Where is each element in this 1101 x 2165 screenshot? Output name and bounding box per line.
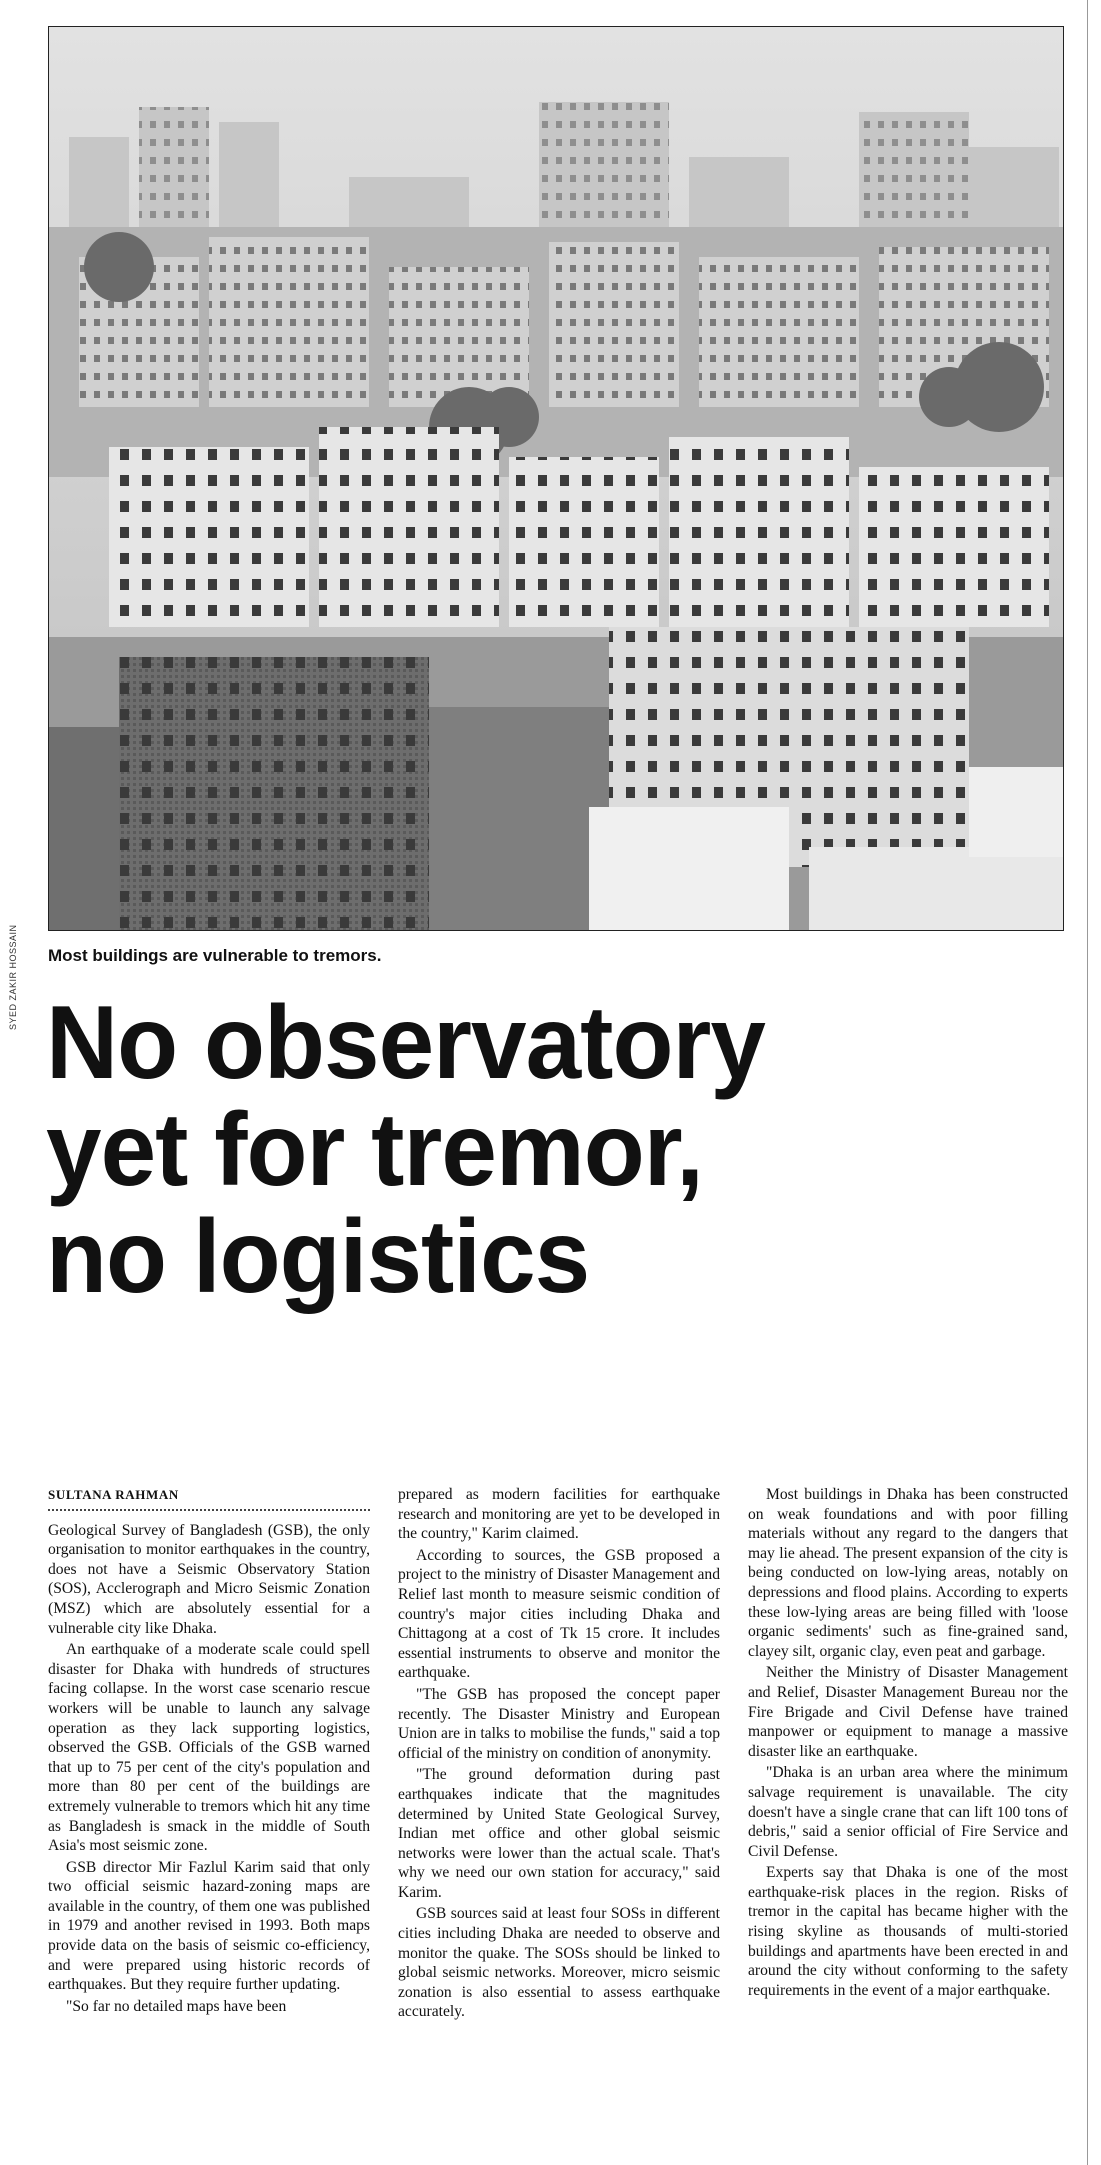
byline-divider (48, 1509, 370, 1511)
paragraph: Geological Survey of Bangladesh (GSB), the only organisation to monitor earthquakes in the country, does not have a Seismic Observatory Station (SOS), Acclerograph and Micro Seismic Zonation (MSZ) which are absolutely essential for a vulnerable city like Dhaka. (48, 1521, 370, 1637)
paragraph: Most buildings in Dhaka has been constructed on weak foundations and with poor filling materials without any regard to the dangers that may lie ahead. The present expansion of the city is being conducted on low-lying areas, notably on depressions and flood plains. According to experts these low-lying areas are being filled with 'loose organic sediments' such as fine-grained sand, clayey silt, organic clay, even peat and garbage. (748, 1486, 1068, 1660)
paragraph: According to sources, the GSB proposed a project to the ministry of Disaster Management and Relief last month to measure seismic condition of country's major cities including Dhaka and Chittagong at a cost of Tk 15 crore. It includes essential instruments to observe and monitor the earthquake. (398, 1546, 720, 1682)
byline: SULTANA RAHMAN (48, 1487, 179, 1502)
paragraph: Neither the Ministry of Disaster Management and Relief, Disaster Management Bureau nor the Fire Brigade and Civil Defense have trained manpower or equipment to manage a massive disaster like an earthquake. (748, 1664, 1068, 1760)
headline-line-2: yet for tremor, (46, 1092, 703, 1208)
paragraph: GSB director Mir Fazlul Karim said that only two official seismic hazard-zoning maps are available in the country, of them one was published in 1979 and another revised in 1993. Both maps provide data on the basis of seismic co-efficiency, and were prepared using historic records of earthquakes. But they require further updating. (48, 1858, 370, 1994)
paragraph: An earthquake of a moderate scale could spell disaster for Dhaka with hundreds of structures facing collapse. In the worst case scenario rescue workers will be unable to launch any salvage operation as they lack supporting logistics, observed the GSB. Officials of the GSB warned that up to 75 per cent of the city's population and more than 80 per cent of the buildings are extremely vulnerable to tremors which hit any time as Bangladesh is smack in the middle of South Asia's most seismic zone. (48, 1641, 370, 1855)
city-skyline-icon (49, 27, 1063, 930)
article-column-3 (748, 1485, 1068, 2002)
paragraph: prepared as modern facilities for earthquake research and monitoring are yet to be developed in the country," Karim claimed. (398, 1486, 720, 1543)
city-skyline-photo (48, 26, 1064, 931)
photo-credit (8, 924, 28, 1050)
article-column-2 (398, 1485, 720, 2024)
paragraph: Experts say that Dhaka is one of the most earthquake-risk places in the region. Risks of tremor in the capital has became higher with the rising skyline as thousands of multi-storied buildings and apartments have been erected in and around the city without conforming to the safety requirements in the event of a major earthquake. (748, 1864, 1068, 1999)
headline (46, 985, 1025, 1315)
photo-caption: Most buildings are vulnerable to tremors. (48, 946, 382, 965)
article-column-1 (48, 1485, 370, 2018)
column-divider (1087, 0, 1088, 2165)
headline-line-1: No observatory (46, 985, 765, 1101)
paragraph: "The ground deformation during past earthquakes indicate that the magnitudes determined by United State Geological Survey, Indian met office and other global seismic networks were lower than the actual scale. That's why we need our own station for accuracy," said Karim. (398, 1766, 720, 1901)
paragraph: GSB sources said at least four SOSs in different cities including Dhaka are needed to observe and monitor the quake. The SOSs should be linked to global seismic networks. Moreover, micro seismic zonation is also essential to assess earthquake accurately. (398, 1905, 720, 2021)
paragraph: "The GSB has proposed the concept paper recently. The Disaster Ministry and European Union are in talks to mobilise the funds," said a top official of the ministry on condition of anonymity. (398, 1685, 720, 1762)
paragraph: "Dhaka is an urban area where the minimum salvage requirement is unavailable. The city doesn't have a single crane that can lift 100 tons of debris," said a senior official of Fire Service and Civil Defense. (748, 1764, 1068, 1860)
photo-credit-text: SYED ZAKIR HOSSAIN (8, 924, 18, 1030)
paragraph: "So far no detailed maps have been (66, 1997, 287, 2015)
headline-line-3: no logistics (46, 1199, 590, 1315)
